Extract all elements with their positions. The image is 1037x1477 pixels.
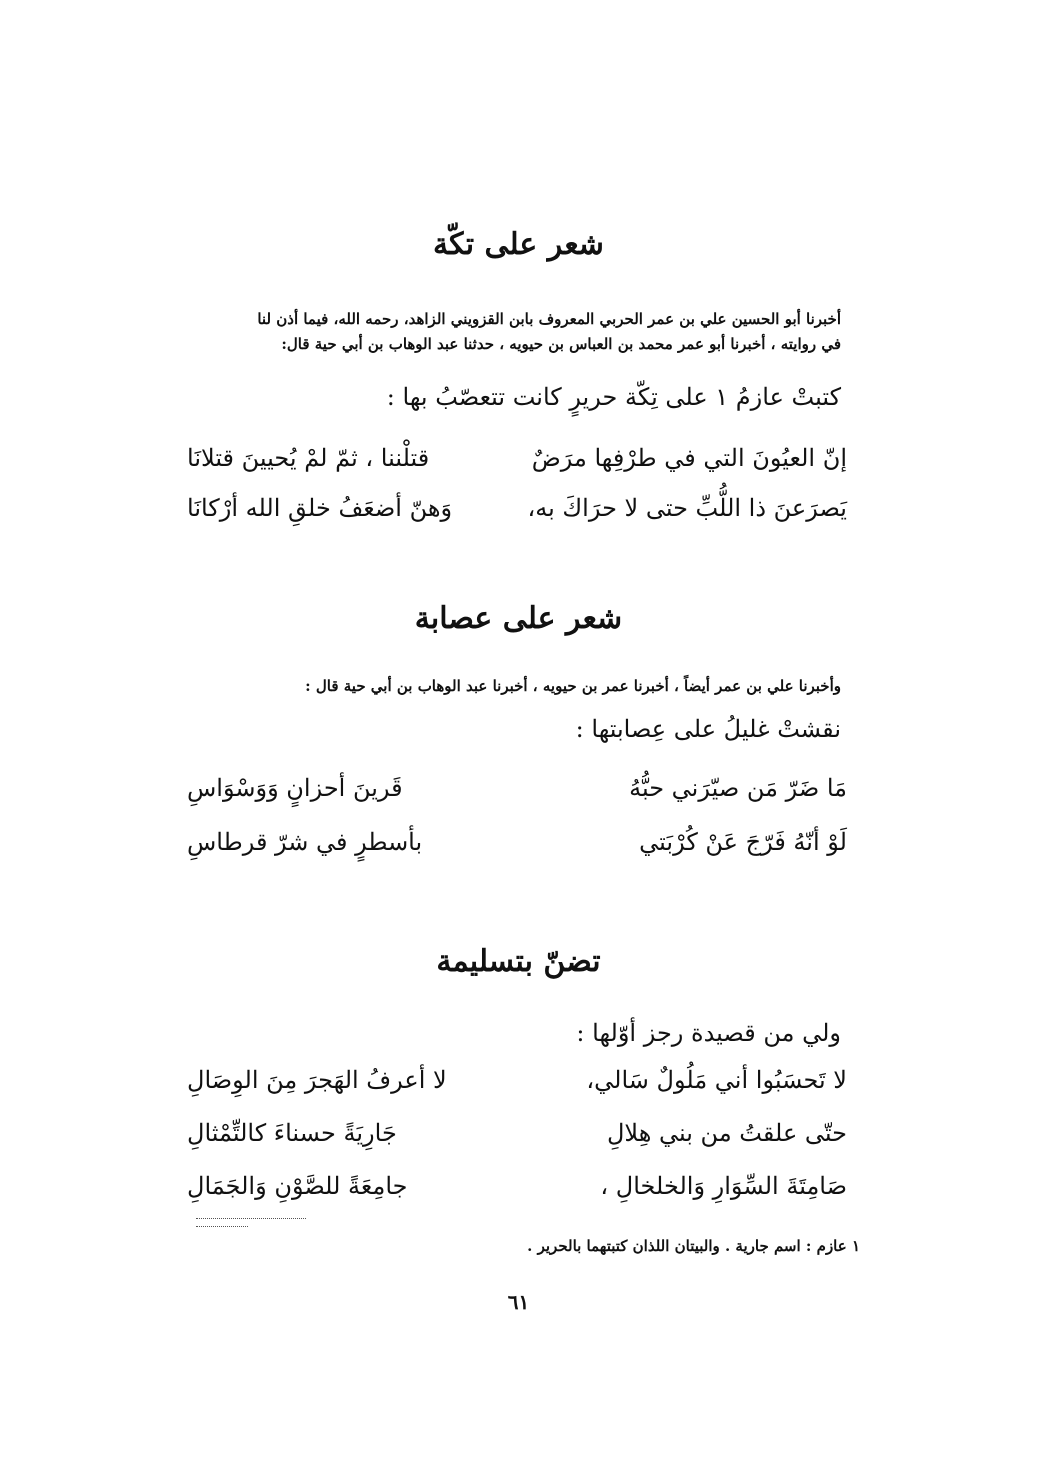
first-hemistich: حتّى علقتُ من بني هِلالِ (606, 1119, 847, 1147)
first-hemistich: إنّ العيُونَ التي في طرْفِها مرَضٌ (531, 444, 847, 472)
second-hemistich: جَارِيَةً حسناءَ كالتِّمْثالِ (187, 1119, 397, 1147)
verse-line (187, 438, 847, 478)
intro-line: أخبرنا أبو الحسين علي بن عمر الحربي المعروف بابن القزويني الزاهد، رحمه الله، فيما أذن لنا (257, 310, 841, 328)
lead-line: كتبتْ عازمُ ١ على تِكّة حريرٍ كانت تتعصّبُ بها : (386, 383, 841, 411)
second-hemistich: جامِعَةً للصَّوْنِ وَالجَمَالِ (187, 1172, 408, 1200)
lead-line: ولي من قصيدة رجز أوّلها : (576, 1019, 841, 1047)
verse-line (187, 1060, 847, 1100)
verse-line (187, 768, 847, 808)
second-hemistich: قتلْننا ، ثمّ لمْ يُحيينَ قتلانَا (187, 444, 430, 472)
second-hemistich: قَرينَ أحزانٍ وَوَسْوَاسِ (187, 774, 403, 802)
footnote-separator (196, 1226, 248, 1227)
section-title: شعر على عصابة (414, 601, 623, 636)
verse-line (187, 1166, 847, 1206)
second-hemistich: وَهنّ أضعَفُ خلقِ الله أرْكانَا (187, 494, 453, 522)
verse-line (187, 822, 847, 862)
page-number: ٦١ (507, 1290, 530, 1314)
second-hemistich: لا أعرفُ الهَجرَ مِنَ الوِصَالِ (187, 1066, 447, 1094)
first-hemistich: يَصرَعنَ ذا اللُّبِّ حتى لا حرَاكَ به، (527, 494, 847, 522)
footnote-separator (196, 1218, 306, 1219)
first-hemistich: مَا ضَرّ مَن صيّرَني حبُّهُ (629, 774, 847, 802)
intro-line: وأخبرنا علي بن عمر أيضاً ، أخبرنا عمر بن حيويه ، أخبرنا عبد الوهاب بن أبي حية قال : (305, 677, 841, 695)
verse-line (187, 1113, 847, 1153)
footnote: ١ عازم : اسم جارية . والبيتان اللذان كتبتهما بالحرير . (527, 1237, 860, 1255)
first-hemistich: لَوْ أنّهُ فَرّجَ عَنْ كُرْبَتي (639, 828, 847, 856)
second-hemistich: بأسطرٍ في شرّ قرطاسِ (187, 828, 423, 856)
first-hemistich: لا تَحسَبُوا أني مَلُولٌ سَالي، (586, 1066, 847, 1094)
verse-line (187, 488, 847, 528)
section-title: شعر على تكّة (433, 227, 604, 262)
lead-line: نقشتْ غليلُ على عِصابتها : (575, 715, 841, 743)
first-hemistich: صَامِتَةَ السِّوَارِ وَالخلخالِ ، (600, 1172, 847, 1200)
section-title: تضنّ بتسليمة (436, 944, 601, 979)
intro-line: في روايته ، أخبرنا أبو عمر محمد بن العباس بن حيويه ، حدثنا عبد الوهاب بن أبي حية قال: (281, 335, 841, 353)
